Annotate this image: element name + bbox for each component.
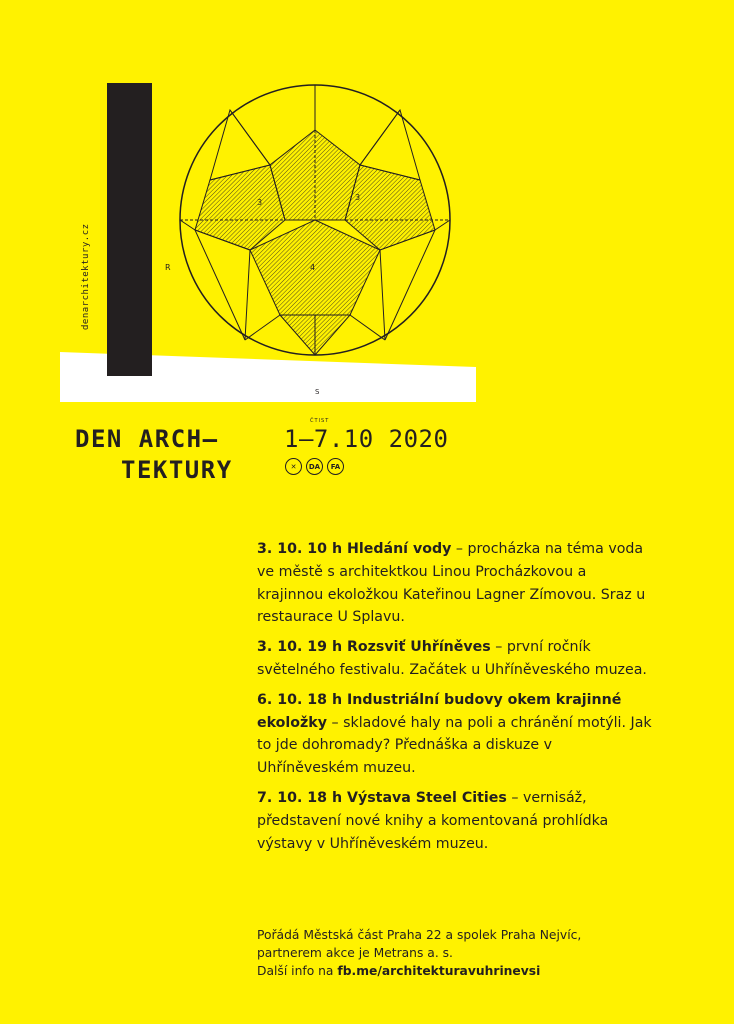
footer xyxy=(257,926,677,980)
da-circle-icon: DA xyxy=(306,458,323,475)
footer-partner: partnerem akce je Metrans a. s. xyxy=(257,946,453,960)
footer-info xyxy=(257,962,677,980)
geodesic-sphere-illustration xyxy=(150,70,480,400)
svg-text:S: S xyxy=(315,388,320,396)
event-list xyxy=(257,538,657,862)
facebook-link[interactable]: fb.me/architekturavuhrinevsi xyxy=(337,964,541,978)
title-line-1: DEN ARCH— xyxy=(75,425,219,453)
event-heading: 7. 10. 18 h Výstava Steel Cities xyxy=(257,789,507,806)
event-description: – procházka na téma voda ve městě s architektkou Linou Procházkovou a krajinnou ekoložkou Kateřinou Lagner Zímovou. Sraz u restaurace U Splavu. xyxy=(257,541,646,626)
footer-info-prefix: Další info na xyxy=(257,964,338,978)
partner-logos xyxy=(285,458,344,475)
event-description: – skladové haly na poli a chránění motýli. Jak to jde dohromady? Přednáška a diskuze v Uhříněveském muzeu. xyxy=(257,714,652,777)
svg-text:3: 3 xyxy=(257,198,263,207)
black-bar xyxy=(107,83,152,376)
svg-text:3: 3 xyxy=(355,193,361,202)
event-heading: 3. 10. 10 h Hledání vody xyxy=(257,541,452,557)
event-item xyxy=(257,538,657,629)
side-url: denarchitektury.cz xyxy=(81,223,91,330)
event-item xyxy=(257,787,657,855)
svg-text:R: R xyxy=(165,263,171,272)
x-circle-icon: ✕ xyxy=(285,458,302,475)
event-heading: 3. 10. 19 h Rozsviť Uhříněves xyxy=(257,639,491,656)
event-description: – první ročník světelného festivalu. Začátek u Uhříněveského muzea. xyxy=(257,639,647,678)
footer-organizer: Pořádá Městská část Praha 22 a spolek Praha Nejvíc, xyxy=(257,928,582,942)
event-date: 1—7.10 2020 xyxy=(284,425,449,453)
title-line-2: TEKTURY xyxy=(121,456,233,484)
event-description: – vernisáž, představení nové knihy a komentovaná prohlídka výstavy v Uhříněveském muzeu. xyxy=(257,789,609,852)
event-item xyxy=(257,689,657,780)
fa-circle-icon: FA xyxy=(327,458,344,475)
date-note: ČTIST xyxy=(310,418,330,424)
event-item xyxy=(257,636,657,682)
svg-text:4: 4 xyxy=(310,263,316,272)
event-heading: 6. 10. 18 h Industriální budovy okem krajinné ekoložky xyxy=(257,691,622,731)
